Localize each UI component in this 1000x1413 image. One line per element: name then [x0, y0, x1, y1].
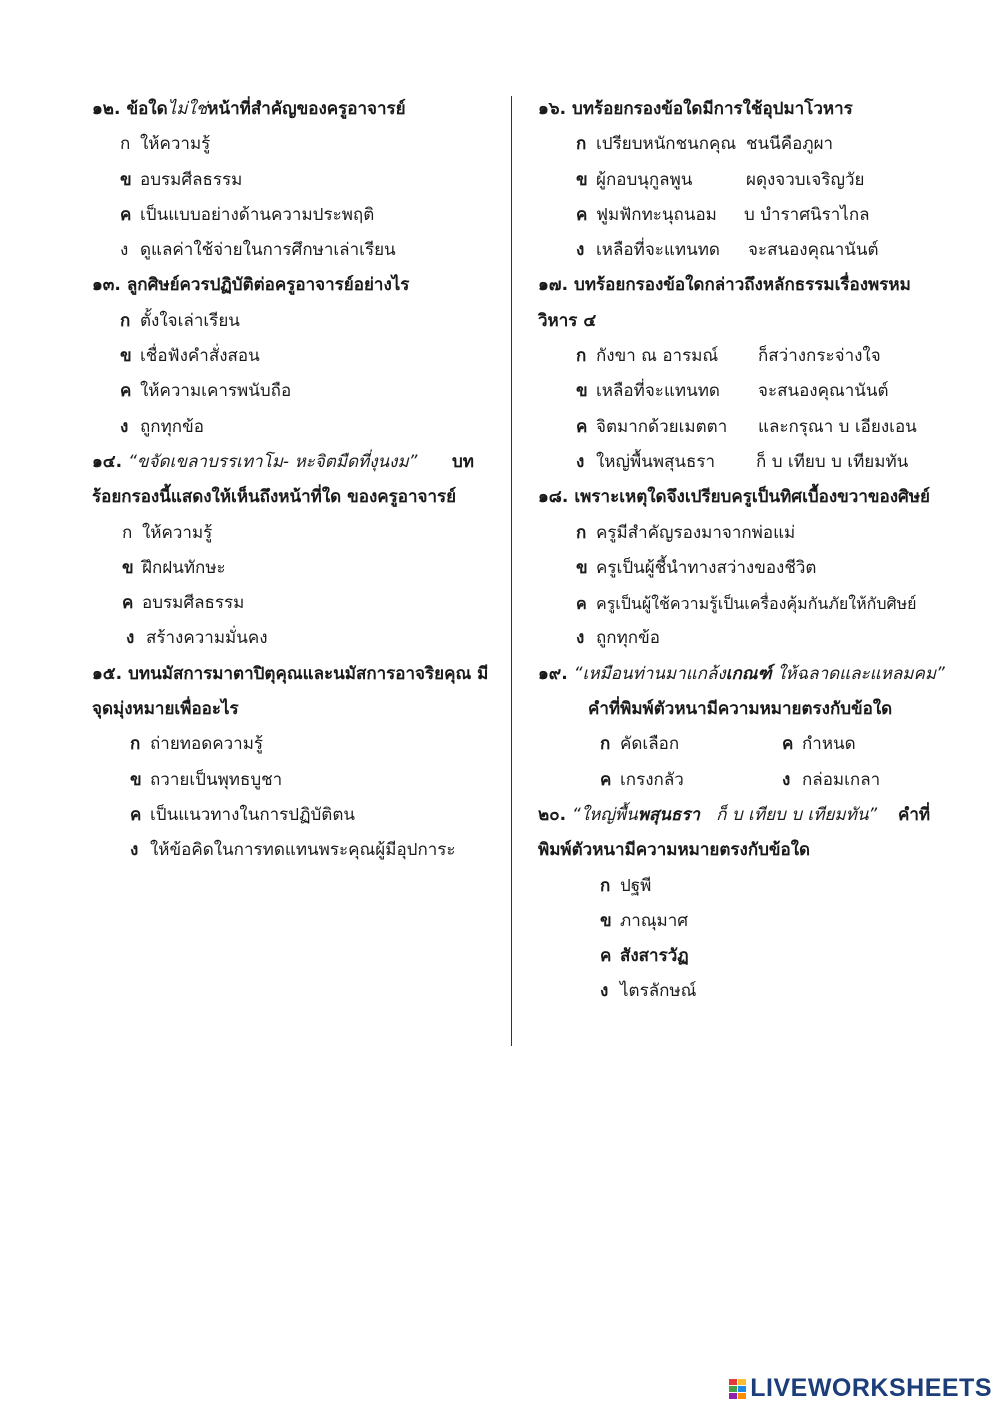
- option[interactable]: [92, 127, 502, 162]
- option-label: ก: [130, 734, 141, 755]
- option[interactable]: [92, 516, 502, 551]
- option-text: ใหญ่พื้นพสุนธรา: [596, 451, 716, 472]
- option-text: จะสนองคุณานันต์: [758, 381, 889, 402]
- option-label: ก: [600, 875, 611, 896]
- question-15-line-2: จุดมุ่งหมายเพื่ออะไร: [92, 699, 239, 720]
- option-text: ผู้กอบนุกูลพูน: [596, 169, 693, 190]
- option-label: ค: [120, 381, 132, 402]
- option[interactable]: [538, 127, 958, 162]
- option[interactable]: [600, 734, 679, 754]
- option-text: ภาณุมาศ: [620, 910, 689, 931]
- option-label: ก: [120, 310, 131, 331]
- option-text: อบรมศีลธรรม: [142, 593, 245, 614]
- question-quote: “ใหญ่พื้น: [572, 804, 638, 825]
- option[interactable]: [538, 621, 958, 656]
- option[interactable]: [92, 621, 502, 656]
- option-label: ค: [576, 204, 588, 225]
- option-text: ไตรลักษณ์: [620, 981, 697, 1002]
- option[interactable]: [92, 410, 502, 445]
- option-text: ถวายเป็นพุทธบูชา: [150, 769, 283, 790]
- option-label: ค: [782, 734, 794, 755]
- option-text: ครูเป็นผู้ใช้ความรู้เป็นเครื่องคุ้มกันภัยให้กับศิษย์: [596, 594, 917, 614]
- option-label: ค: [120, 204, 132, 225]
- option-label: ง: [576, 628, 585, 649]
- option-text: ก็ บ เทียบ บ เทียมทัน: [756, 451, 909, 472]
- option-text: สร้างความมั่นคง: [146, 628, 268, 649]
- option[interactable]: [538, 374, 958, 409]
- option-text: ให้ความเคารพนับถือ: [140, 381, 292, 402]
- option-text: ถูกทุกข้อ: [140, 416, 204, 437]
- right-column: [538, 92, 958, 1010]
- option[interactable]: [538, 939, 958, 974]
- option-text: และกรุณา บ เอียงเอน: [758, 416, 917, 437]
- question-text: บทนมัสการมาตาปิตุคุณและนมัสการอาจริยคุณ มี: [128, 663, 489, 684]
- option-text: อบรมศีลธรรม: [140, 169, 243, 190]
- option-label: ข: [576, 557, 588, 578]
- option-label: ก: [576, 134, 587, 155]
- option-label: ข: [130, 769, 142, 790]
- option[interactable]: [538, 339, 958, 374]
- question-17: [538, 268, 958, 303]
- option-label: ค: [600, 946, 612, 967]
- question-text: บท: [452, 451, 474, 472]
- option-label: ง: [126, 628, 135, 649]
- option[interactable]: [92, 304, 502, 339]
- option[interactable]: [538, 233, 958, 268]
- option-text: จะสนองคุณานันต์: [748, 240, 879, 261]
- question-quote: ก็ บ เทียบ บ เทียมทัน”: [699, 804, 878, 825]
- option-row: [538, 763, 958, 798]
- option-text: ถูกทุกข้อ: [596, 628, 660, 649]
- option[interactable]: [538, 198, 958, 233]
- option-label: ข: [576, 381, 588, 402]
- option-label: ค: [122, 593, 134, 614]
- option-text: ก็สว่างกระจ่างใจ: [758, 346, 881, 367]
- question-19-line-2: คำที่พิมพ์ตัวหนามีความหมายตรงกับข้อใด: [588, 699, 893, 720]
- option-label: ค: [600, 769, 612, 790]
- question-number: ๒๐.: [538, 804, 567, 825]
- option-label: ง: [120, 240, 129, 261]
- option-text: บ บำราศนิราไกล: [744, 204, 870, 225]
- option[interactable]: [538, 974, 958, 1009]
- option-label: ง: [120, 416, 129, 437]
- option-label: ก: [122, 522, 133, 543]
- option-label: ง: [782, 769, 791, 790]
- question-16: [538, 92, 958, 127]
- option-text: เป็นแนวทางในการปฏิบัติตน: [150, 804, 355, 825]
- option-text: ปฐพี: [620, 875, 652, 896]
- question-19: [538, 657, 958, 692]
- option[interactable]: [92, 763, 502, 798]
- option-label: ง: [576, 451, 585, 472]
- option[interactable]: [92, 586, 502, 621]
- option-label: ก: [600, 734, 611, 755]
- option-text: กำหนด: [802, 734, 856, 755]
- question-number: ๑๗.: [538, 275, 569, 296]
- option-label: ก: [120, 134, 131, 155]
- option-text: ให้ความรู้: [140, 134, 211, 155]
- question-14: [92, 445, 502, 480]
- option-text: ชนนีคือภูผา: [746, 134, 834, 155]
- question-number: ๑๔.: [92, 451, 123, 472]
- option[interactable]: [538, 869, 958, 904]
- option-label: ก: [576, 522, 587, 543]
- question-emphasis: ไม่ใช่: [167, 99, 208, 119]
- option[interactable]: [92, 551, 502, 586]
- option-text: เหลือที่จะแทนทด: [596, 240, 720, 261]
- option[interactable]: [782, 763, 880, 798]
- option-label: ข: [120, 346, 132, 367]
- logo-text: LIVEWORKSHEETS: [750, 1374, 992, 1402]
- option-text: ฟูมฟักทะนุถนอม: [596, 204, 717, 225]
- option-text: ฝึกฝนทักษะ: [142, 557, 226, 578]
- option-label: ข: [600, 910, 612, 931]
- option-label: ค: [130, 804, 142, 825]
- question-20-line-2: พิมพ์ตัวหนามีความหมายตรงกับข้อใด: [538, 840, 811, 861]
- question-14-line-2: ร้อยกรองนี้แสดงให้เห็นถึงหน้าที่ใด ของครูอาจารย์: [92, 487, 457, 508]
- option-text: กล่อมเกลา: [802, 769, 881, 790]
- question-20: [538, 798, 958, 833]
- question-text: บทร้อยกรองข้อใดกล่าวถึงหลักธรรมเรื่องพรหม: [574, 275, 911, 296]
- option-label: ง: [130, 840, 139, 861]
- option-text: เป็นแบบอย่างด้านความประพฤติ: [140, 204, 375, 225]
- option-text: เหลือที่จะแทนทด: [596, 381, 720, 402]
- question-text: บทร้อยกรองข้อใดมีการใช้อุปมาโวหาร: [572, 99, 853, 119]
- option-label: ง: [600, 981, 609, 1002]
- option-text: เปรียบหนักชนกคุณ: [596, 134, 737, 155]
- option-text: ถ่ายทอดความรู้: [150, 734, 264, 755]
- option[interactable]: [92, 163, 502, 198]
- question-number: ๑๒.: [92, 99, 121, 119]
- option-text: ครูมีสำคัญรองมาจากพ่อแม่: [596, 522, 796, 543]
- question-text: คำที่: [898, 804, 931, 825]
- question-quote: ให้ฉลาดและแหลมคม”: [771, 663, 945, 684]
- question-text: ข้อใด: [126, 99, 168, 119]
- question-bold-word: เกณฑ์: [725, 663, 772, 684]
- question-number: ๑๕.: [92, 663, 123, 684]
- question-12: [92, 92, 502, 127]
- question-text: เพราะเหตุใดจึงเปรียบครูเป็นทิศเบื้องขวาของศิษย์: [574, 487, 930, 508]
- option-text: ให้ข้อคิดในการทดแทนพระคุณผู้มีอุปการะ: [150, 840, 456, 861]
- option-label: ข: [576, 169, 588, 190]
- logo-cube-icon: [729, 1379, 746, 1399]
- option-text: คัดเลือก: [620, 734, 680, 755]
- question-number: ๑๘.: [538, 487, 569, 508]
- option[interactable]: [92, 198, 502, 233]
- option[interactable]: [92, 727, 502, 762]
- option-text: ดูแลค่าใช้จ่ายในการศึกษาเล่าเรียน: [140, 240, 396, 261]
- question-text: หน้าที่สำคัญของครูอาจารย์: [207, 99, 406, 119]
- option-text: เชื่อฟังคำสั่งสอน: [140, 346, 260, 367]
- option[interactable]: [92, 374, 502, 409]
- question-quote: “เหมือนท่านมาแกล้ง: [573, 663, 726, 684]
- option[interactable]: [600, 770, 684, 790]
- option[interactable]: [538, 551, 958, 586]
- question-13: [92, 268, 502, 303]
- question-18: [538, 480, 958, 515]
- option-text: เกรงกลัว: [620, 769, 684, 790]
- option[interactable]: [538, 445, 958, 480]
- question-17-line-2: วิหาร ๔: [538, 310, 597, 331]
- option[interactable]: [92, 798, 502, 833]
- liveworksheets-logo[interactable]: [729, 1374, 992, 1403]
- question-bold-word: พสุนธรา: [637, 804, 700, 825]
- option[interactable]: [538, 410, 958, 445]
- option[interactable]: [538, 163, 958, 198]
- question-number: ๑๓.: [92, 275, 121, 296]
- option-label: ค: [576, 416, 588, 437]
- option-label: ข: [122, 557, 134, 578]
- option-text: ให้ความรู้: [142, 522, 213, 543]
- option-label: ก: [576, 346, 587, 367]
- option[interactable]: [538, 586, 958, 621]
- option-label: ง: [576, 240, 585, 261]
- option-row: [538, 727, 958, 762]
- option-label: ข: [120, 169, 132, 190]
- column-divider: [511, 96, 512, 1046]
- question-text: ลูกศิษย์ควรปฏิบัติต่อครูอาจารย์อย่างไร: [126, 275, 410, 296]
- option[interactable]: [92, 339, 502, 374]
- question-15: [92, 657, 502, 692]
- option-text: ผดุงจวบเจริญวัย: [746, 169, 865, 190]
- option[interactable]: [538, 904, 958, 939]
- option-text: สังสารวัฏ: [620, 946, 689, 967]
- option[interactable]: [782, 727, 856, 762]
- option-text: กังขา ณ อารมณ์: [596, 346, 719, 367]
- option-text: ตั้งใจเล่าเรียน: [140, 310, 240, 331]
- option[interactable]: [538, 516, 958, 551]
- question-number: ๑๖.: [538, 99, 567, 119]
- left-column: [92, 92, 502, 869]
- option[interactable]: [92, 833, 502, 868]
- question-number: ๑๙.: [538, 663, 568, 684]
- option-label: ค: [576, 594, 587, 614]
- option[interactable]: [92, 233, 502, 268]
- option-text: ครูเป็นผู้ชี้นำทางสว่างของชีวิต: [596, 557, 817, 578]
- question-quote: “ขจัดเขลาบรรเทาโม- หะจิตมืดที่งุนงม”: [128, 451, 418, 472]
- option-text: จิตมากด้วยเมตตา: [596, 416, 728, 437]
